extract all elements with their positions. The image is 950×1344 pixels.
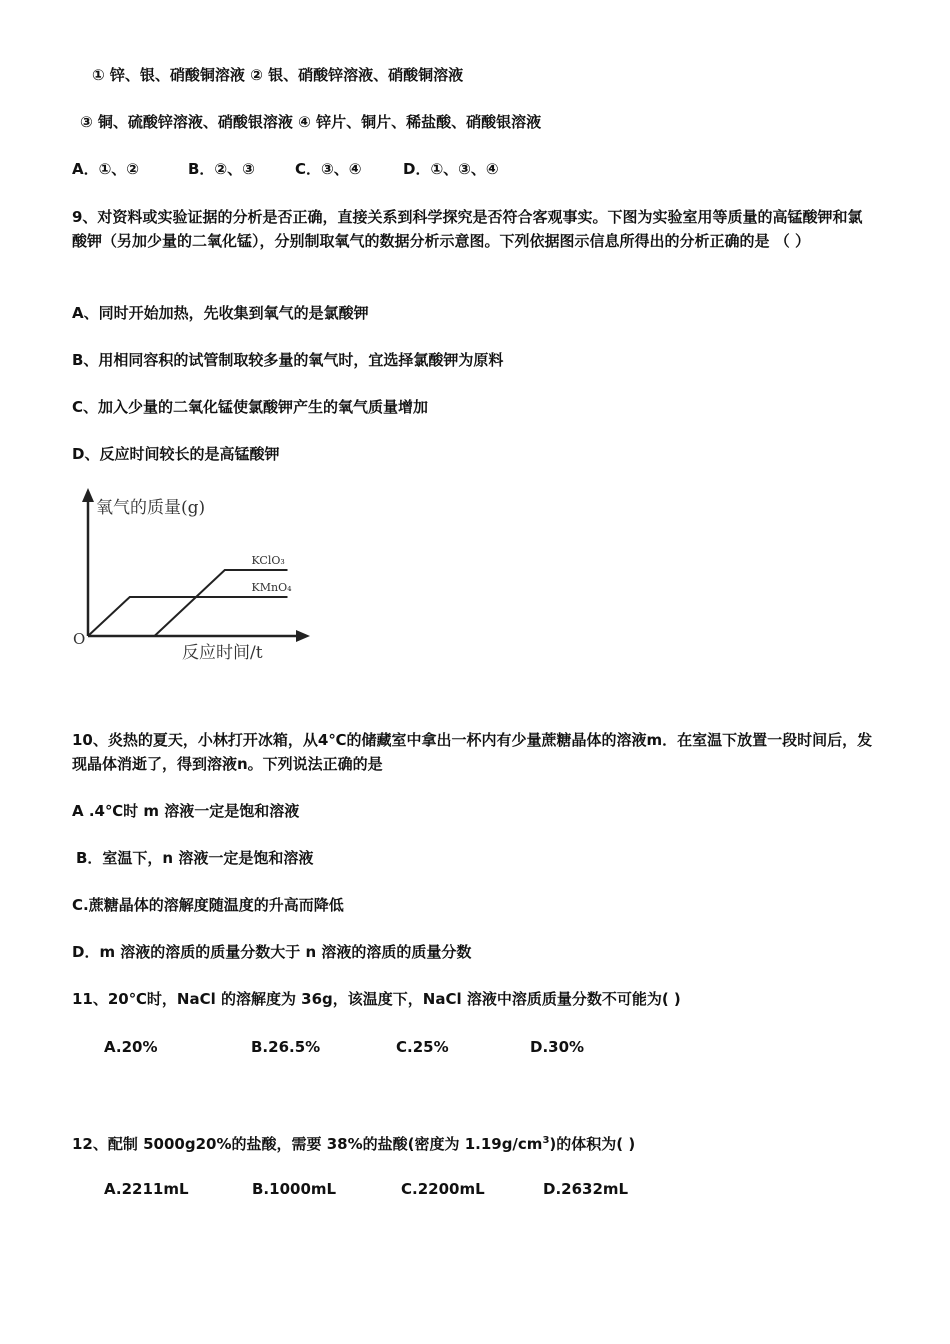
q8-choice-d: D．①、③、④ bbox=[403, 160, 499, 178]
series-line-kmno4 bbox=[88, 597, 288, 636]
x-axis-arrow bbox=[296, 630, 310, 642]
oxygen-mass-chart bbox=[70, 486, 330, 671]
q9-choice-a: A、同时开始加热，先收集到氧气的是氯酸钾 bbox=[72, 304, 369, 322]
q8-choice-c: C．③、④ bbox=[295, 160, 362, 178]
series-line-kclo3 bbox=[88, 570, 288, 636]
y-axis-label: 氧气的质量(g) bbox=[96, 498, 206, 518]
q11-choice-c: C.25% bbox=[396, 1038, 449, 1056]
q9-stem: 9、对资料或实验证据的分析是否正确，直接关系到科学探究是否符合客观事实。下图为实验室用等质量的高锰酸钾和氯酸钾（另加少量的二氧化锰），分别制取氧气的数据分析示意图。下列依据图示信息所得出的分析正确的是 （ ） bbox=[72, 208, 863, 250]
series-label-kmno4: KMnO₄ bbox=[251, 581, 292, 594]
series-label-kclo3: KClO₃ bbox=[251, 554, 285, 567]
origin-label: O bbox=[73, 630, 86, 648]
q10-stem: 10、炎热的夏天，小林打开冰箱，从4℃的储藏室中拿出一杯内有少量蔗糖晶体的溶液m．在室温下放置一段时间后，发现晶体消逝了，得到溶液n。下列说法正确的是 bbox=[72, 731, 873, 773]
q8-choice-b: B．②、③ bbox=[188, 160, 255, 178]
q8-options-row2: ③ 铜、硫酸锌溶液、硝酸银溶液 ④ 锌片、铜片、稀盐酸、硝酸银溶液 bbox=[80, 113, 542, 131]
q12-stem bbox=[72, 1129, 635, 1156]
y-axis-arrow bbox=[82, 488, 94, 502]
q11-choice-b: B.26.5% bbox=[251, 1038, 321, 1056]
q12-choice-a: A.2211mL bbox=[104, 1180, 189, 1198]
q10-choice-a: A .4℃时 m 溶液一定是饱和溶液 bbox=[72, 802, 300, 820]
q9-choice-b: B、用相同容积的试管制取较多量的氧气时，宜选择氯酸钾为原料 bbox=[72, 351, 504, 369]
q10-choice-b: B．室温下，n 溶液一定是饱和溶液 bbox=[76, 849, 314, 867]
x-axis-label: 反应时间/t bbox=[182, 643, 263, 663]
q12-choice-c: C.2200mL bbox=[401, 1180, 485, 1198]
q8-options-row1: ① 锌、银、硝酸铜溶液 ② 银、硝酸锌溶液、硝酸铜溶液 bbox=[92, 66, 464, 84]
q12-stem-superscript: 3 bbox=[542, 1135, 550, 1146]
q11-choice-d: D.30% bbox=[530, 1038, 585, 1056]
q11-choice-a: A.20% bbox=[104, 1038, 158, 1056]
q12-choice-b: B.1000mL bbox=[252, 1180, 337, 1198]
q12-choice-d: D.2632mL bbox=[543, 1180, 629, 1198]
q12-stem-prefix: 12、配制 5000g20%的盐酸，需要 38%的盐酸(密度为 1.19g/cm bbox=[72, 1135, 543, 1153]
q11-stem: 11、20℃时，NaCl 的溶解度为 36g，该温度下，NaCl 溶液中溶质质量分数不可能为( ) bbox=[72, 990, 681, 1008]
q8-choice-a: A．①、② bbox=[72, 160, 140, 178]
q12-stem-suffix: )的体积为( ) bbox=[549, 1135, 636, 1153]
q10-choice-c: C.蔗糖晶体的溶解度随温度的升高而降低 bbox=[72, 896, 344, 914]
q9-choice-d: D、反应时间较长的是高锰酸钾 bbox=[72, 445, 280, 463]
q10-choice-d: D．m 溶液的溶质的质量分数大于 n 溶液的溶质的质量分数 bbox=[72, 943, 472, 961]
q9-choice-c: C、加入少量的二氧化锰使氯酸钾产生的氧气质量增加 bbox=[72, 398, 429, 416]
